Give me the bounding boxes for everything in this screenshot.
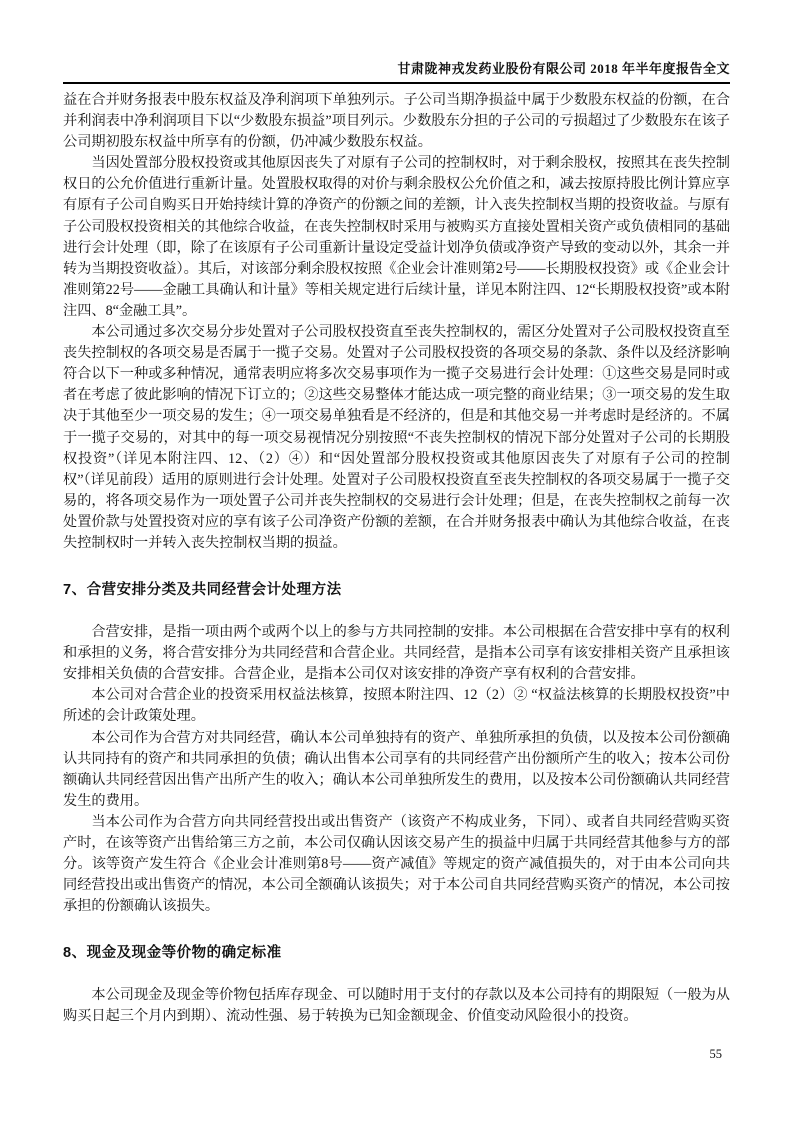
paragraph-joint-arrangement-definition: 合营安排，是指一项由两个或两个以上的参与方共同控制的安排。本公司根据在合营安排中享有的权利和承担的义务，将合营安排分为共同经营和合营企业。共同经营，是指本公司享有该安排相关资产且承担该安排相关负债的合营安排。合营企业，是指本公司仅对该安排的净资产享有权利的合营安排。 [63,624,730,683]
page-header [63,0,730,84]
paragraph-joint-operation-asset-transactions: 当本公司作为合营方向共同经营投出或出售资产（该资产不构成业务，下同）、或者自共同经营购买资产时，在该等资产出售给第三方之前，本公司仅确认因该交易产生的损益中归属于共同经营其他参与方的部分。该等资产发生符合《企业会计准则第8号——资产减值》等规定的资产减值损失的，对于由本公司向共同经营投出或出售资产的情况，本公司全额确认该损失；对于本公司自共同经营购买资产的情况，本公司按承担的份额确认该损失。 [63,813,730,915]
paragraph-loss-of-control: 当因处置部分股权投资或其他原因丧失了对原有子公司的控制权时，对于剩余股权，按照其在丧失控制权日的公允价值进行重新计量。处置股权取得的对价与剩余股权公允价值之和，减去按原持股比例计算应享有原有子公司自购买日开始持续计算的净资产的份额之间的差额，计入丧失控制权当期的投资收益。与原有子公司股权投资相关的其他综合收益，在丧失控制权时采用与被购买方直接处置相关资产或负债相同的基础进行会计处理（即，除了在该原有子公司重新计量设定受益计划净负债或净资产导致的变动以外，其余一并转为当期投资收益）。其后，对该部分剩余股权按照《企业会计准则第2号——长期股权投资》或《企业会计准则第22号——金融工具确认和计量》等相关规定进行后续计量，详见本附注四、12“长期股权投资”或本附注四、8“金融工具”。 [63,155,730,319]
paragraph-joint-venture-equity-method: 本公司对合营企业的投资采用权益法核算，按照本附注四、12（2）② “权益法核算的长期股权投资”中所述的会计政策处理。 [63,687,730,725]
paragraph-cash-equivalents-criteria: 本公司现金及现金等价物包括库存现金、可以随时用于支付的存款以及本公司持有的期限短（一般为从购买日起三个月内到期）、流动性强、易于转换为已知金额现金、价值变动风险很小的投资。 [63,987,730,1025]
section-heading-8-cash-equivalents: 8、现金及现金等价物的确定标准 [63,945,282,962]
section-heading-7-joint-arrangements: 7、合营安排分类及共同经营会计处理方法 [63,582,342,599]
paragraph-joint-operation-recognition: 本公司作为合营方对共同经营，确认本公司单独持有的资产、单独所承担的负债，以及按本公司份额确认共同持有的资产和共同承担的负债；确认出售本公司享有的共同经营产出份额所产生的收入；按本公司份额确认共同经营因出售产出所产生的收入；确认本公司单独所发生的费用，以及按本公司份额确认共同经营发生的费用。 [63,729,730,809]
header-divider [63,82,730,84]
page-number: 55 [709,1047,722,1061]
paragraph-minority-interest-continuation: 益在合并财务报表中股东权益及净利润项下单独列示。子公司当期净损益中属于少数股东权益的份额，在合并利润表中净利润项目下以“少数股东损益”项目列示。少数股东分担的子公司的亏损超过了少数股东在该子公司期初股东权益中所享有的份额，仍冲减少数股东权益。 [63,92,730,151]
report-header-title: 甘肃陇神戎发药业股份有限公司 2018 年半年度报告全文 [397,61,730,76]
page-content [63,90,730,1028]
paragraph-stepwise-disposal: 本公司通过多次交易分步处置对子公司股权投资直至丧失控制权的，需区分处置对子公司股权投资直至丧失控制权的各项交易是否属于一揽子交易。处置对子公司股权投资的各项交易的条款、条件以及经济影响符合以下一种或多种情况，通常表明应将多次交易事项作为一揽子交易进行会计处理：①这些交易是同时或者在考虑了彼此影响的情况下订立的；②这些交易整体才能达成一项完整的商业结果；③一项交易的发生取决于其他至少一项交易的发生；④一项交易单独看是不经济的，但是和其他交易一并考虑时是经济的。不属于一揽子交易的，对其中的每一项交易视情况分别按照“不丧失控制权的情况下部分处置对子公司的长期股权投资”（详见本附注四、12、（2）④）和“因处置部分股权投资或其他原因丧失了对原有子公司的控制权”（详见前段）适用的原则进行会计处理。处置对子公司股权投资直至丧失控制权的各项交易属于一揽子交易的，将各项交易作为一项处置子公司并丧失控制权的交易进行会计处理；但是，在丧失控制权之前每一次处置价款与处置投资对应的享有该子公司净资产份额的差额，在合并财务报表中确认为其他综合收益，在丧失控制权时一并转入丧失控制权当期的损益。 [63,324,730,551]
